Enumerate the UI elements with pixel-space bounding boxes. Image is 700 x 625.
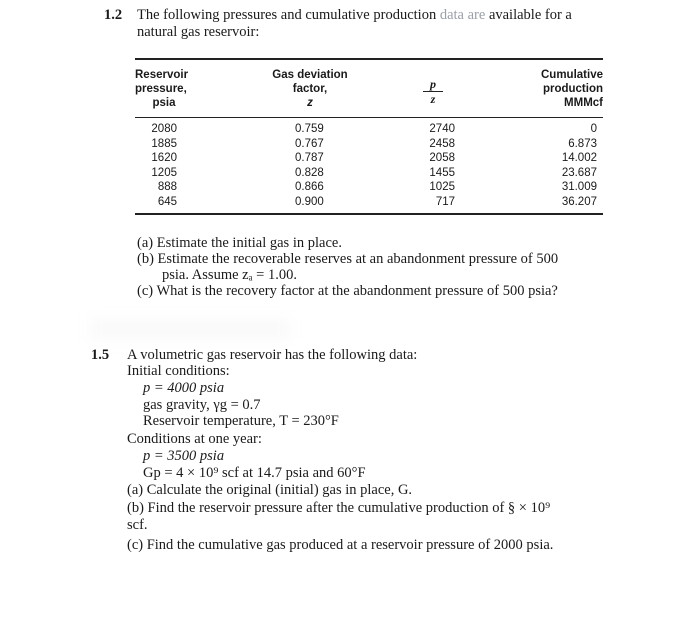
question-1-5-b-line2: scf. xyxy=(127,517,148,533)
problem-1-2-number: 1.2 xyxy=(104,7,123,23)
table-cell: 0.759 xyxy=(295,123,324,135)
initial-conditions-label: Initial conditions: xyxy=(127,363,230,379)
question-1-5-c: (c) Find the cumulative gas produced at a reservoir pressure of 2000 psia. xyxy=(127,537,554,553)
table-cell: 0.900 xyxy=(295,195,324,208)
intro-line-1 xyxy=(137,7,607,24)
table-cell: 6.873 xyxy=(568,137,597,150)
header-gp xyxy=(529,68,603,110)
table-cell: 1885 xyxy=(151,137,177,150)
initial-pressure: p = 4000 psia xyxy=(143,380,225,396)
table-cell: 2058 xyxy=(429,152,455,165)
table-cell: 1455 xyxy=(429,166,455,179)
table-cell: 2740 xyxy=(429,123,455,135)
table-cell: 645 xyxy=(157,195,177,208)
column-cumulative-production xyxy=(539,122,597,210)
header-gp-l1: Cumulative xyxy=(541,69,603,81)
question-1-2-b-line2: psia. Assume zₐ = 1.00. xyxy=(162,267,297,283)
table-cell: 23.687 xyxy=(561,166,597,179)
header-pressure-l3: psia xyxy=(152,97,176,109)
problem-1-5-intro: A volumetric gas reservoir has the following data: xyxy=(127,347,418,363)
question-1-2-a: (a) Estimate the initial gas in place. xyxy=(137,235,342,251)
header-pressure xyxy=(135,68,193,110)
gas-gravity: gas gravity, γg = 0.7 xyxy=(143,397,261,413)
table-cell: 0 xyxy=(590,123,597,135)
table-cell: 1025 xyxy=(429,181,455,194)
problem-1-2-intro xyxy=(137,7,607,41)
column-z xyxy=(295,122,335,210)
question-1-5-a: (a) Calculate the original (initial) gas in place, G. xyxy=(127,482,413,498)
table-cell: 2458 xyxy=(429,137,455,150)
intro-text-a: The following pressures and cumulative production xyxy=(137,7,437,23)
table-top-rule xyxy=(135,58,603,60)
header-z-l1: Gas deviation xyxy=(272,69,348,81)
question-1-2-c: (c) What is the recovery factor at the abandonment pressure of 500 psia? xyxy=(137,283,558,299)
table-cell: 14.002 xyxy=(561,152,597,165)
header-z xyxy=(261,68,359,110)
question-1-5-b-line1: (b) Find the reservoir pressure after the cumulative production of § × 10⁹ xyxy=(127,500,551,516)
one-year-conditions-label: Conditions at one year: xyxy=(127,431,262,447)
header-z-l2: factor, xyxy=(292,83,328,95)
column-pressure xyxy=(135,122,177,210)
intro-line-2: natural gas reservoir: xyxy=(137,24,260,40)
header-pressure-l1: Reservoir xyxy=(135,69,189,81)
header-gp-l3: MMMcf xyxy=(564,97,603,109)
header-p-over-z xyxy=(423,78,443,107)
scan-smudge xyxy=(90,318,290,340)
reservoir-temperature: Reservoir temperature, T = 230°F xyxy=(143,413,339,429)
intro-text-faded: data are xyxy=(439,7,486,23)
table-cell: 1205 xyxy=(151,166,177,179)
column-p-over-z xyxy=(411,122,455,210)
header-z-l3: z xyxy=(307,97,313,109)
table-header-rule xyxy=(135,117,603,118)
table-cell: 0.828 xyxy=(295,166,324,179)
table-bottom-rule xyxy=(135,213,603,215)
problem-1-5-number: 1.5 xyxy=(91,347,110,363)
cumulative-gas-produced: Gp = 4 × 10⁹ scf at 14.7 psia and 60°F xyxy=(143,465,366,481)
table-cell: 0.866 xyxy=(295,181,324,194)
table-cell: 31.009 xyxy=(561,181,597,194)
header-pz-den: z xyxy=(430,92,436,106)
intro-text-b: available for a xyxy=(488,7,572,23)
one-year-pressure: p = 3500 psia xyxy=(143,448,225,464)
header-pressure-l2: pressure, xyxy=(135,83,187,95)
table-cell: 2080 xyxy=(151,123,177,135)
table-cell: 1620 xyxy=(151,152,177,165)
question-1-2-b-line1: (b) Estimate the recoverable reserves at an abandonment pressure of 500 xyxy=(137,251,559,267)
table-cell: 888 xyxy=(157,181,177,194)
header-pz-num: p xyxy=(423,78,443,92)
table-cell: 0.767 xyxy=(295,137,324,150)
table-cell: 0.787 xyxy=(295,152,324,165)
table-cell: 717 xyxy=(435,195,455,208)
header-gp-l2: production xyxy=(542,83,603,95)
table-cell: 36.207 xyxy=(561,195,597,208)
